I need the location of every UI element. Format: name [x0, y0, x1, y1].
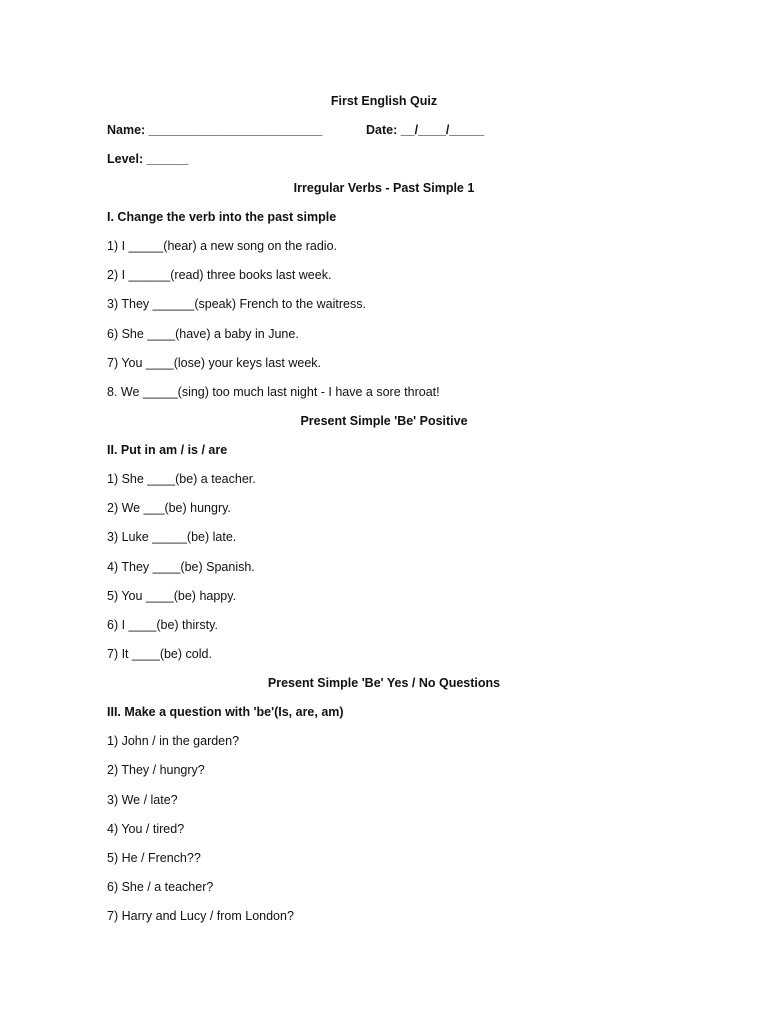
exercise-item: 6) I ____(be) thirsty.	[107, 618, 218, 632]
exercise-item: 3) Luke _____(be) late.	[107, 530, 237, 544]
exercise-item: 5) You ____(be) happy.	[107, 589, 237, 603]
section-heading: Present Simple 'Be' Yes / No Questions	[267, 676, 501, 690]
exercise-item: 7) It ____(be) cold.	[107, 647, 212, 661]
exercise-item: 4) You / tired?	[107, 822, 185, 836]
exercise-item: 2) We ___(be) hungry.	[107, 501, 231, 515]
exercise-item: 1) I _____(hear) a new song on the radio.	[107, 239, 338, 253]
exercise-item: 3) They ______(speak) French to the waitress.	[107, 297, 366, 311]
exercise-item: 4) They ____(be) Spanish.	[107, 560, 255, 574]
exercise-item: 2) They / hungry?	[107, 763, 205, 777]
exercise-item: 8. We _____(sing) too much last night - I have a sore throat!	[107, 385, 440, 399]
section-instruction: II. Put in am / is / are	[107, 443, 228, 457]
name-field-label: Name: _________________________	[107, 123, 323, 137]
section-instruction: III. Make a question with 'be'(Is, are, am)	[107, 705, 344, 719]
exercise-item: 3) We / late?	[107, 793, 178, 807]
date-field-label: Date: __/____/_____	[366, 123, 485, 137]
exercise-item: 7) Harry and Lucy / from London?	[107, 909, 294, 923]
section-heading: Irregular Verbs - Past Simple 1	[293, 181, 475, 195]
exercise-item: 1) She ____(be) a teacher.	[107, 472, 256, 486]
exercise-item: 6) She ____(have) a baby in June.	[107, 327, 299, 341]
section-instruction: I. Change the verb into the past simple	[107, 210, 337, 224]
page-title: First English Quiz	[330, 94, 438, 108]
exercise-item: 7) You ____(lose) your keys last week.	[107, 356, 322, 370]
exercise-item: 6) She / a teacher?	[107, 880, 214, 894]
exercise-item: 5) He / French??	[107, 851, 201, 865]
exercise-item: 2) I ______(read) three books last week.	[107, 268, 332, 282]
section-heading: Present Simple 'Be' Positive	[300, 414, 468, 428]
exercise-item: 1) John / in the garden?	[107, 734, 240, 748]
level-field-label: Level: ______	[107, 152, 189, 166]
